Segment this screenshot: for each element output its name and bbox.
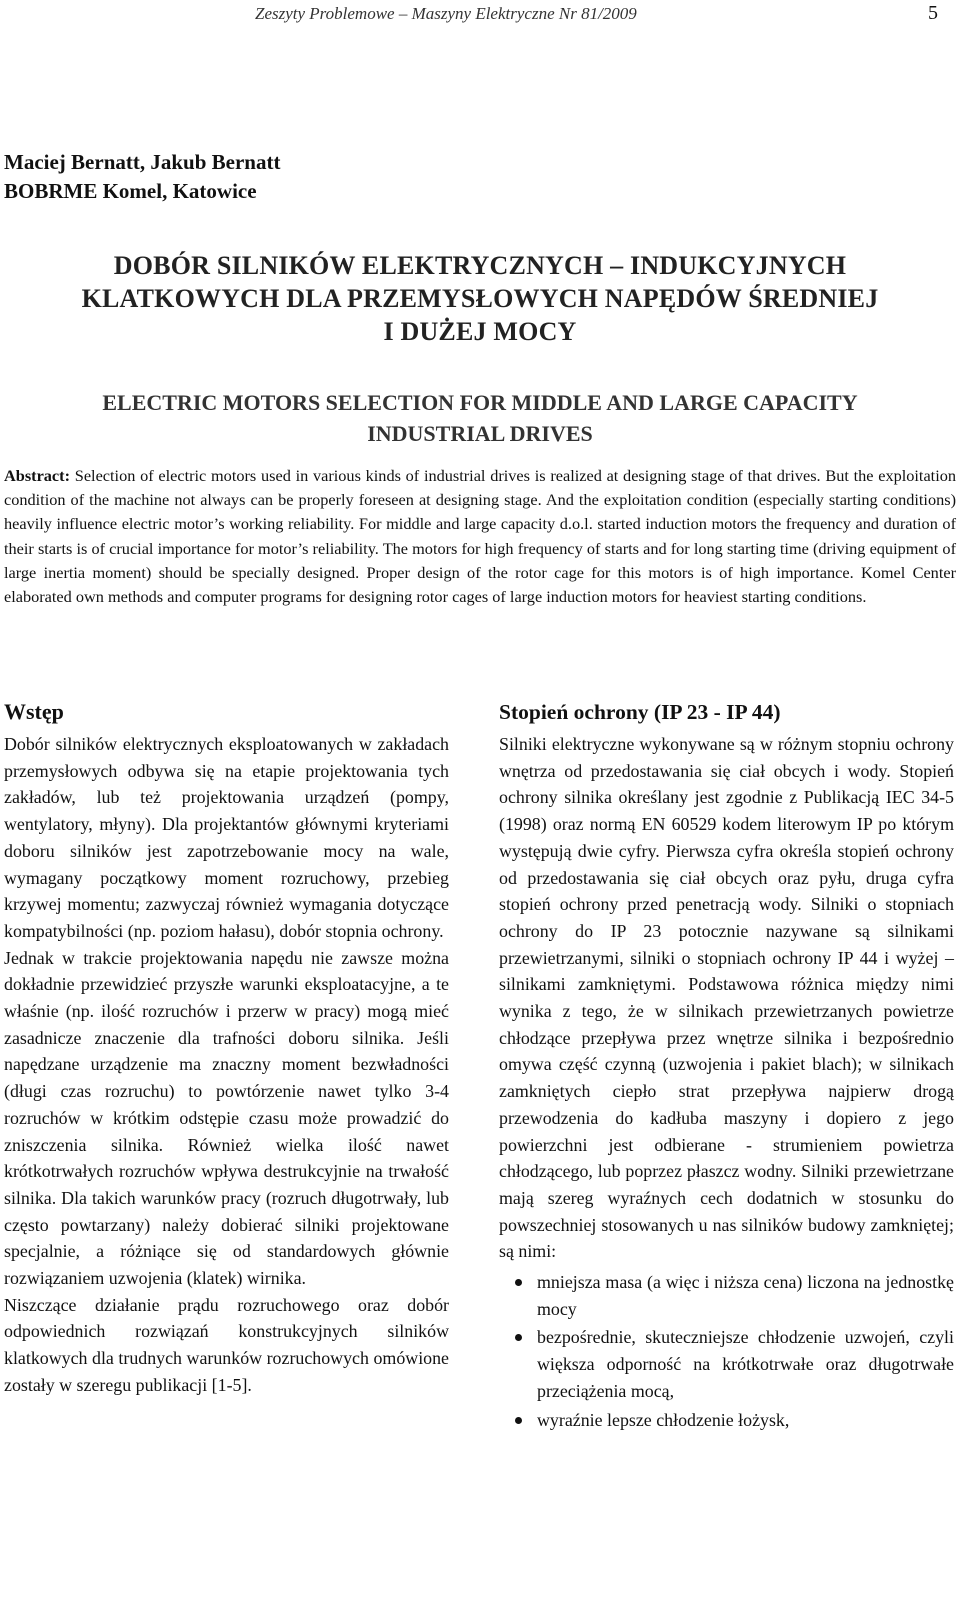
list-item xyxy=(499,1407,954,1434)
abstract-label: Abstract: xyxy=(4,466,71,485)
paragraph: Niszczące działanie prądu rozruchowego oraz dobór odpowiednich rozwiązań konstrukcyjnych silników klatkowych dla trudnych warunków rozruchowych omówione zostały w szeregu publikacji [1-5]. xyxy=(4,1294,449,1395)
section-heading-intro: Wstęp xyxy=(4,699,64,724)
author-names: Maciej Bernatt, Jakub Bernatt xyxy=(4,150,281,174)
list-item-text: mniejsza masa (a więc i niższa cena) liczona na jednostkę mocy xyxy=(537,1272,954,1319)
title-polish-line: DOBÓR SILNIKÓW ELEKTRYCZNYCH – INDUKCYJNYCH xyxy=(113,251,847,280)
author-block xyxy=(4,148,280,206)
list-item xyxy=(499,1324,954,1404)
abstract-text: Selection of electric motors used in various kinds of industrial drives is realized at designing stage of that drives. But the exploitation condition of the machine not always can be properly foreseen at designing stage. And the exploitation condition (especially starting conditions) heavily influence electric motor’s working reliability. For middle and large capacity d.o.l. started induction motors the frequency and duration of their starts is of crucial importance for motor’s reliability. The motors for high frequency of starts and for long starting time (driving equipment of large inertia moment) should be specially designed. Proper design of the rotor cage for this motors is of high importance. Komel Center elaborated own methods and computer programs for designing rotor cages of large induction motors for heaviest starting conditions. xyxy=(4,466,957,607)
paragraph: Jednak w trakcie projektowania napędu nie zawsze można dokładnie przewidzieć przyszłe warunki eksploatacyjne, a te właśnie (np. ilość rozruchów i przerw w pracy) mogą mieć zasadnicze znaczenie dla trafności doboru silnika. Jeśli napędzane urządzenie ma znaczny moment bezwładności (długi czas rozruchu) to powtórzenie nawet tylko 3-4 rozruchów w krótkim odstępie czasu może prowadzić do zniszczenia silnika. Również wielka ilość nawet krótkotrwałych rozruchów wpływa destrukcyjnie na trwałość silnika. Dla takich warunków pracy (rozruch długotrwały, lub często powtarzany) należy dobierać silniki projektowane specjalnie, a różniące się od standardowych głównie rozwiązaniem uzwojenia (klatek) wirnika. xyxy=(4,947,449,1289)
title-english xyxy=(0,387,960,449)
title-polish-line: KLATKOWYCH DLA PRZEMYSŁOWYCH NAPĘDÓW ŚREDNIEJ xyxy=(81,284,879,313)
author-affiliation: BOBRME Komel, Katowice xyxy=(4,179,257,203)
journal-title: Zeszyty Problemowe – Maszyny Elektryczne Nr 81/2009 xyxy=(255,4,637,23)
paragraph: Dobór silników elektrycznych eksploatowanych w zakładach przemysłowych odbywa się na etapie projektowania tych zakładów, lub też projektowania urządzeń (pompy, wentylatory, młyny). Dla projektantów głównymi kryteriami doboru silników jest zapotrzebowanie mocy na wale, wymagany początkowy moment rozruchowy, przebieg krzywej momentu; zazwyczaj również wymagania dotyczące kompatybilności (np. poziom hałasu), dobór stopnia ochrony. xyxy=(4,734,449,941)
title-polish-line: I DUŻEJ MOCY xyxy=(383,317,577,346)
bullet-icon xyxy=(515,1417,522,1424)
paragraph: Silniki elektryczne wykonywane są w różnym stopniu ochrony wnętrza od przedostawania się ciał obcych i wody. Stopień ochrony silnika określany jest zgodnie z Publikacją IEC 34-5 (1998) oraz normą EN 60529 kodem literowym IP po którym występują dwie cyfry. Pierwsza cyfra określa stopień ochrony od przedostawania się ciał obcych oraz pyłu, druga cyfra stopień ochrony przed penetracją wody. Silniki o stopniach ochrony do IP 23 potocznie nazywane są silnikami przewietrzanymi, silniki o stopniach ochrony IP 44 i wyżej – silnikami zamkniętymi. Podstawowa różnica między nimi wynika z tego, że w silnikach przewietrzanych powietrze chłodzące przepływa przez wnętrze silnika i bezpośrednio omywa część czynną (uzwojenia i pakiet blach); w silnikach zamkniętych ciepło strat przepływa najpierw drogą przewodzenia do kadłuba maszyny i dopiero z jego powierzchni jest odbierane - strumieniem powietrza chłodzącego, lub poprzez płaszcz wodny. Silniki przewietrzane mają szereg wyraźnych cech dodatnich w stosunku do powszechniej stosowanych u nas silników budowy zamkniętej; są nimi: xyxy=(499,734,954,1262)
title-polish xyxy=(0,249,960,348)
list-item-text: bezpośrednie, skuteczniejsze chłodzenie uzwojeń, czyli większa odporność na krótkotrwałe oraz długotrwałe przeciążenia mocą, xyxy=(537,1327,954,1401)
advantages-list xyxy=(499,1269,954,1433)
left-column xyxy=(4,697,449,1399)
abstract xyxy=(4,464,956,609)
section-heading-protection: Stopień ochrony (IP 23 - IP 44) xyxy=(499,700,781,724)
right-column xyxy=(499,697,954,1435)
running-head xyxy=(0,2,960,28)
list-item-text: wyraźnie lepsze chłodzenie łożysk, xyxy=(537,1409,790,1430)
title-english-line: ELECTRIC MOTORS SELECTION FOR MIDDLE AND LARGE CAPACITY xyxy=(102,390,858,415)
bullet-icon xyxy=(515,1334,522,1341)
bullet-icon xyxy=(515,1279,522,1286)
list-item xyxy=(499,1269,954,1322)
page-number: 5 xyxy=(928,2,938,24)
title-english-line: INDUSTRIAL DRIVES xyxy=(367,421,593,446)
